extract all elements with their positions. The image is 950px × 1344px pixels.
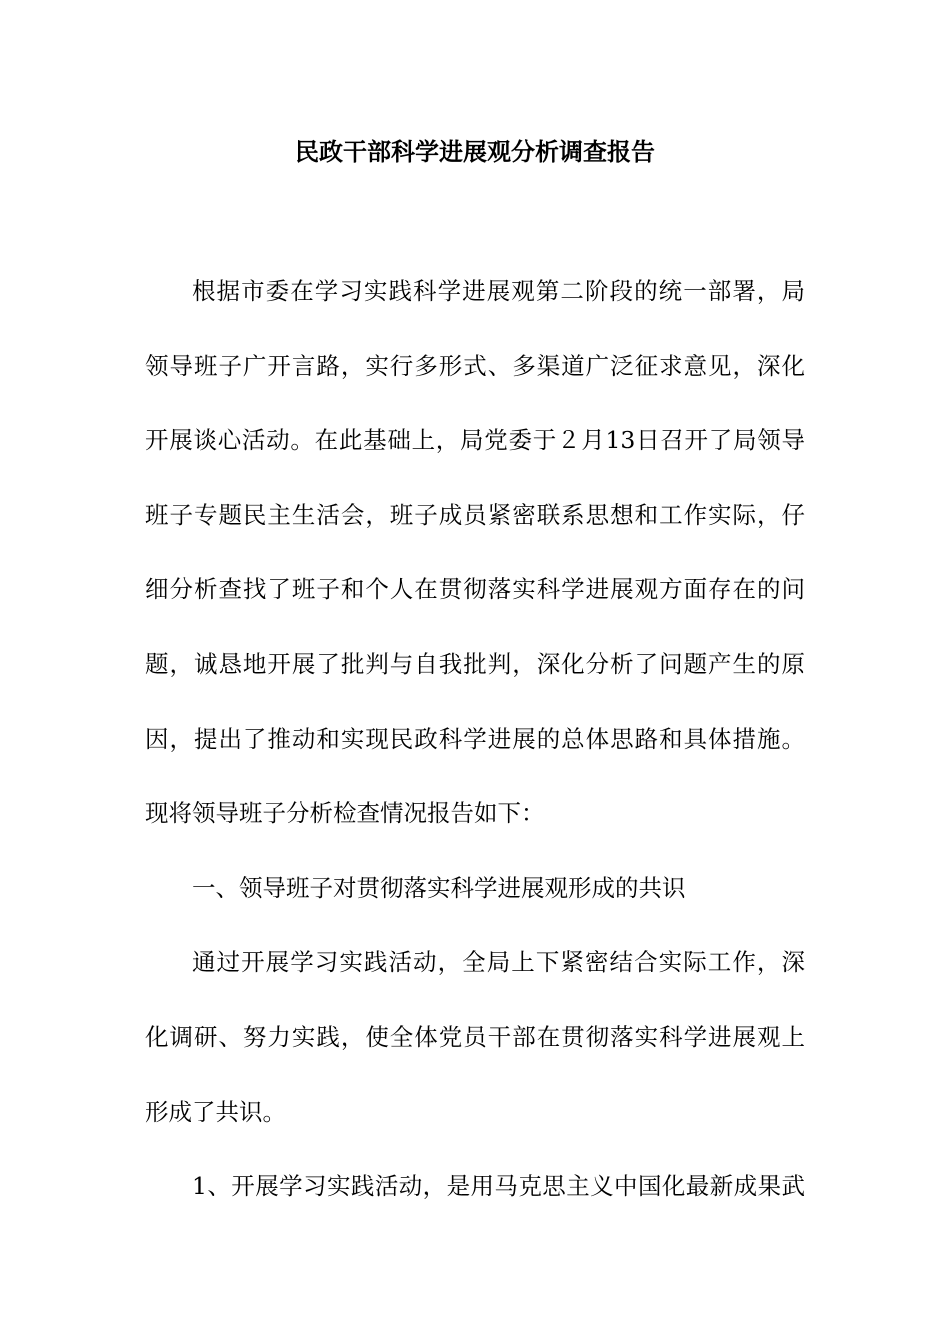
text-line: 领导班子广开言路，实行多形式、多渠道广泛征求意见，深化 — [145, 351, 805, 380]
paragraph-intro — [145, 254, 805, 851]
text-line: 根据市委在学习实践科学进展观第二阶段的统一部署，局 — [192, 277, 805, 305]
paragraph-point-1 — [145, 1149, 805, 1224]
section-heading-1 — [145, 851, 805, 926]
text-line: 现将领导班子分析检查情况报告如下： — [145, 799, 545, 828]
document-title: 民政干部科学进展观分析调查报告 — [295, 137, 655, 166]
text-line: 题，诚恳地开展了批判与自我批判，深化分析了问题产生的原 — [145, 649, 805, 678]
text-line: 一、领导班子对贯彻落实科学进展观形成的共识 — [192, 873, 686, 902]
text-line: 因，提出了推动和实现民政科学进展的总体思路和具体措施。 — [145, 724, 805, 753]
text-line: 开展谈心活动。在此基础上，局党委于２月13日召开了局领导 — [145, 426, 805, 455]
text-line: 1、开展学习实践活动，是用马克思主义中国化最新成果武 — [192, 1172, 805, 1201]
text-line: 形成了共识。 — [145, 1097, 286, 1126]
text-line: 班子专题民主生活会，班子成员紧密联系思想和工作实际，仔 — [145, 500, 805, 529]
text-line: 通过开展学习实践活动，全局上下紧密结合实际工作，深 — [192, 948, 805, 977]
paragraph-consensus — [145, 925, 805, 1149]
text-line: 细分析查找了班子和个人在贯彻落实科学进展观方面存在的问 — [145, 575, 805, 604]
text-line: 化调研、努力实践，使全体党员干部在贯彻落实科学进展观上 — [145, 1022, 805, 1051]
document-body — [145, 254, 805, 1224]
